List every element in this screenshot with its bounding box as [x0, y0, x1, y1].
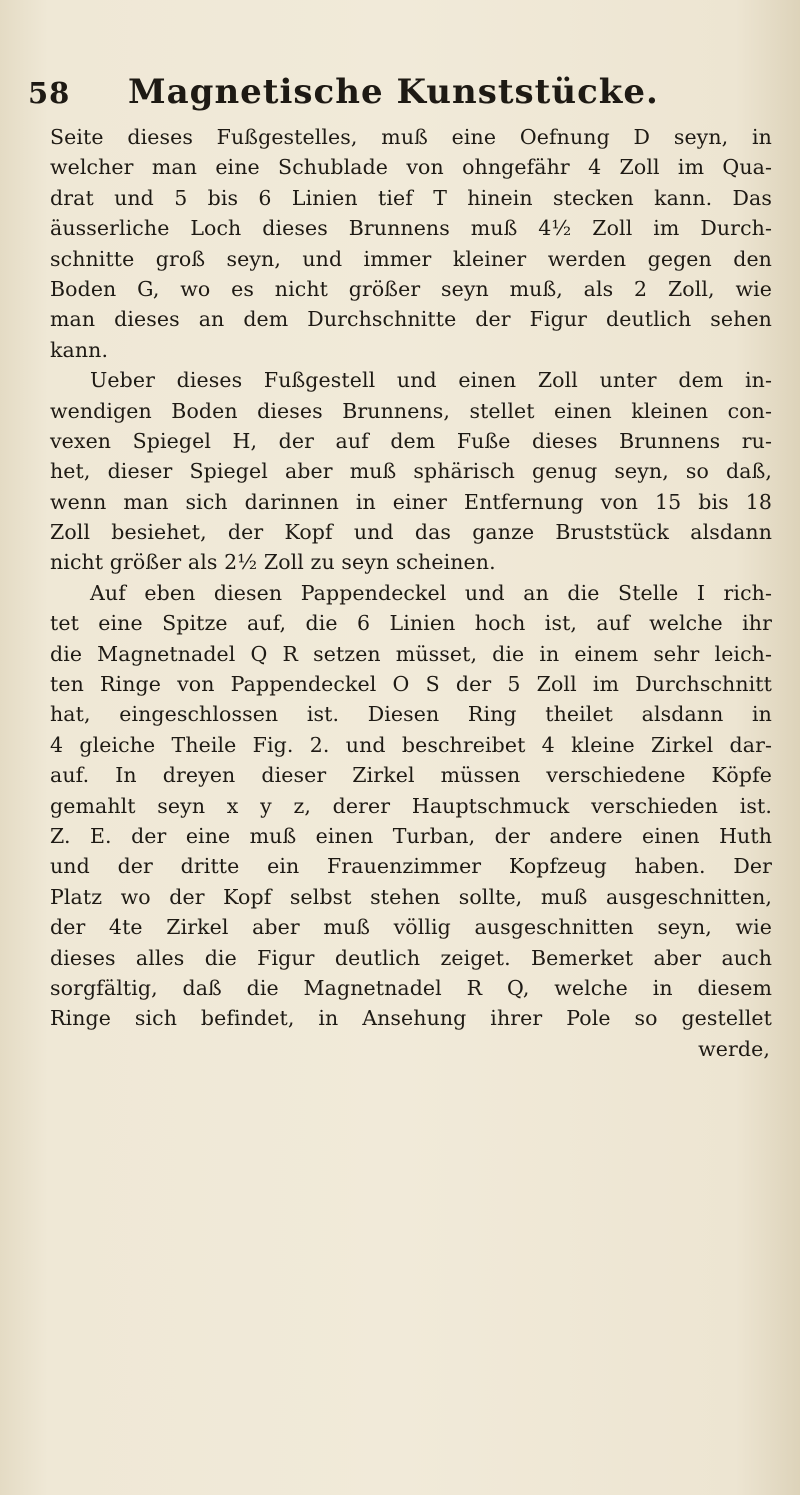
paragraph-3: [50, 578, 772, 1034]
text-line: schnitte groß seyn, und immer kleiner werden gegen den: [50, 246, 772, 271]
text-line: Zoll besiehet, der Kopf und das ganze Bruststück alsdann: [50, 520, 772, 545]
page-number: 58: [28, 76, 71, 110]
text-line: Ringe sich befindet, in Ansehung ihrer Pole so gestellet: [50, 1006, 772, 1031]
text-line: und der dritte ein Frauenzimmer Kopfzeug haben. Der: [50, 854, 772, 879]
paragraph-2: [50, 365, 772, 578]
text-line: 4 gleiche Theile Fig. 2. und beschreibet 4 kleine Zirkel dar-: [50, 732, 772, 757]
text-line: sorgfältig, daß die Magnetnadel R Q, welche in diesem: [50, 975, 772, 1000]
running-head: [28, 72, 768, 116]
text-line: nicht größer als 2½ Zoll zu seyn scheinen.: [50, 550, 496, 575]
text-line: wenn man sich darinnen in einer Entfernung von 15 bis 18: [50, 489, 772, 514]
text-line: welcher man eine Schublade von ohngefähr 4 Zoll im Qua-: [50, 155, 772, 180]
text-line: vexen Spiegel H, der auf dem Fuße dieses Brunnens ru-: [50, 428, 772, 453]
text-line: drat und 5 bis 6 Linien tief T hinein stecken kann. Das: [50, 185, 772, 210]
text-line: hat, eingeschlossen ist. Diesen Ring theilet alsdann in: [50, 702, 772, 727]
text-line: dieses alles die Figur deutlich zeiget. Bemerket aber auch: [50, 945, 772, 970]
text-line: man dieses an dem Durchschnitte der Figur deutlich sehen: [50, 307, 772, 332]
catchword: werde,: [698, 1036, 770, 1061]
text-line: Z. E. der eine muß einen Turban, der andere einen Huth: [50, 823, 772, 848]
text-line: die Magnetnadel Q R setzen müsset, die in einem sehr leich-: [50, 641, 772, 666]
body-text: [50, 122, 772, 1064]
text-line: gemahlt seyn x y z, derer Hauptschmuck verschieden ist.: [50, 793, 772, 818]
paragraph-1: [50, 122, 772, 365]
text-line: ten Ringe von Pappendeckel O S der 5 Zoll im Durchschnitt: [50, 672, 772, 697]
text-line: Seite dieses Fußgestelles, muß eine Oefnung D seyn, in: [50, 125, 772, 149]
text-line: kann.: [50, 337, 109, 362]
text-line: Ueber dieses Fußgestell und einen Zoll unter dem in-: [90, 368, 772, 393]
text-line: auf. In dreyen dieser Zirkel müssen verschiedene Köpfe: [50, 763, 772, 788]
text-line: wendigen Boden dieses Brunnens, stellet einen kleinen con-: [50, 398, 772, 423]
text-line: het, dieser Spiegel aber muß sphärisch genug seyn, so daß,: [50, 459, 772, 484]
text-line: tet eine Spitze auf, die 6 Linien hoch ist, auf welche ihr: [50, 611, 772, 636]
text-line: Boden G, wo es nicht größer seyn muß, als 2 Zoll, wie: [50, 276, 772, 301]
text-line: Platz wo der Kopf selbst stehen sollte, muß ausgeschnitten,: [50, 884, 772, 909]
text-line: der 4te Zirkel aber muß völlig ausgeschnitten seyn, wie: [50, 915, 772, 940]
text-line: äusserliche Loch dieses Brunnens muß 4½ Zoll im Durch-: [50, 216, 772, 241]
running-title: Magnetische Kunststücke.: [128, 72, 659, 112]
text-line: Auf eben diesen Pappendeckel und an die Stelle I rich-: [90, 580, 772, 605]
